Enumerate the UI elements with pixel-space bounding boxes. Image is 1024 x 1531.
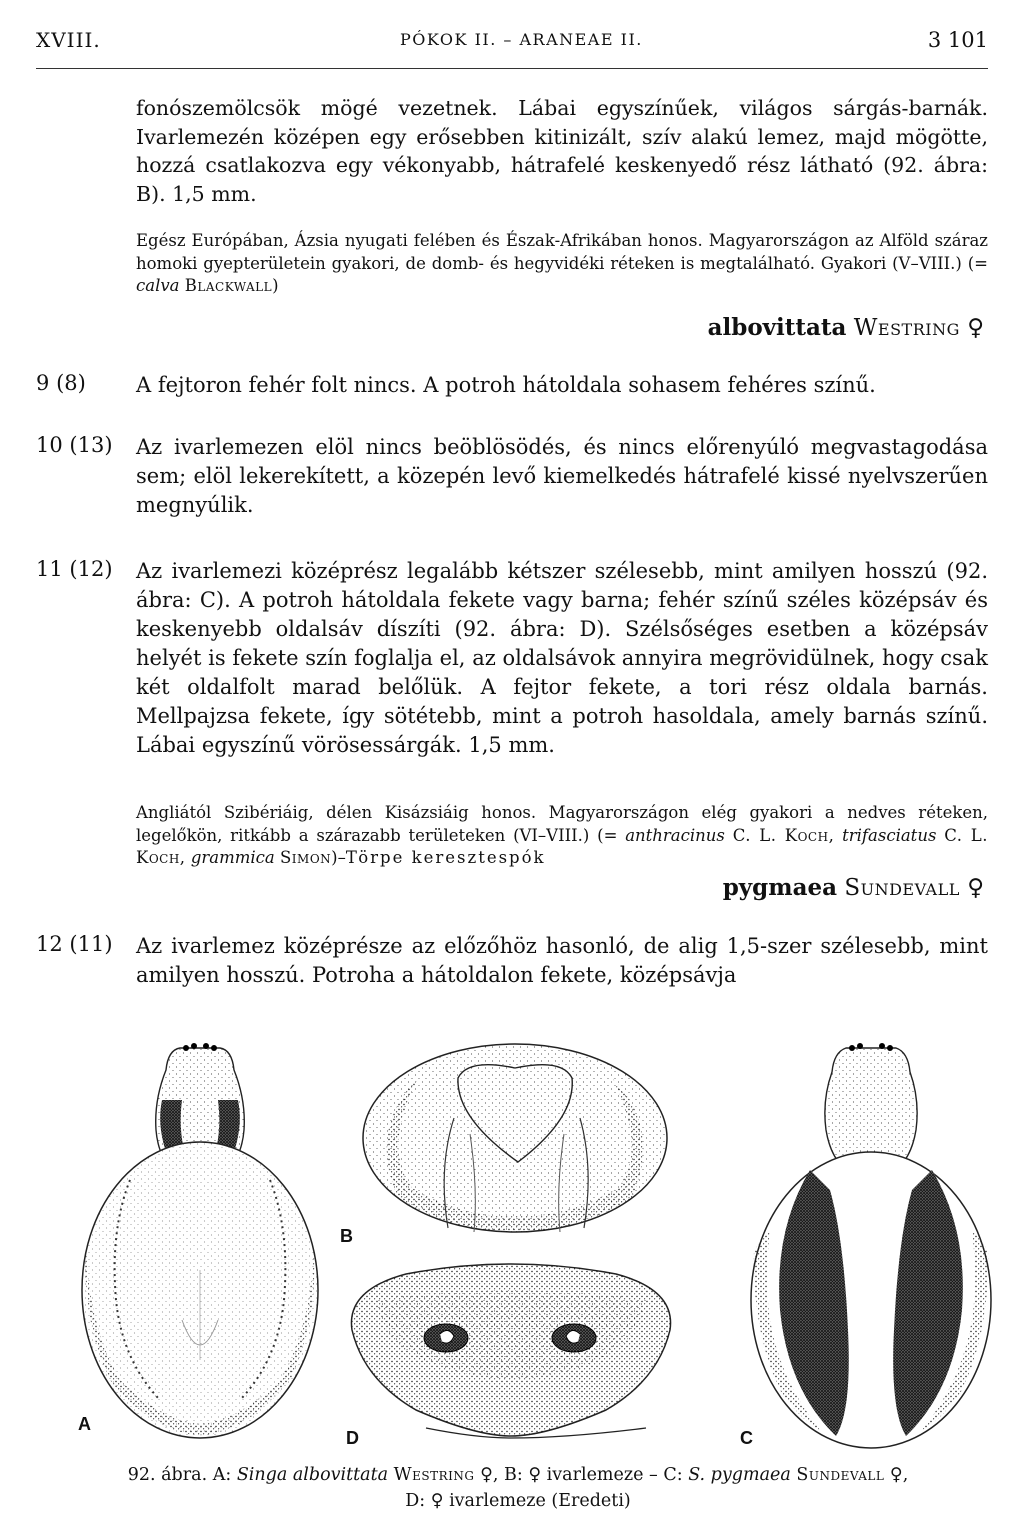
caption-line-2: D: ♀ ivarlemeze (Eredeti): [405, 1491, 631, 1511]
figure-label-d: D: [346, 1428, 359, 1448]
epigyne-b-illustration: [358, 1038, 672, 1238]
key-text-10: Az ivarlemezen elöl nincs beöblösödés, és nincs előrenyúló megvastagodása sem; elöl lekerekített, a közepén levő kiemelkedés hátrafelé kissé nyelvszerűen megnyúlik.: [136, 435, 988, 517]
synonym-grammica: grammica: [190, 848, 275, 867]
species-name: albovittata: [707, 314, 847, 341]
caption-species-a: Singa albovittata: [236, 1465, 389, 1485]
header-page-number: 3 101: [927, 28, 988, 52]
caption-line-1: 92. ábra. A: Singa albovittata Westring ♀, B: ♀ ivarlemeze – C: S. pygmaea Sundevall ♀,: [127, 1465, 909, 1485]
female-symbol: ♀: [967, 875, 984, 901]
figure-a: [70, 1030, 330, 1440]
key-text-11: Az ivarlemezi középrész legalább kétszer szélesebb, mint amilyen hosszú (92. ábra: C). A potroh hátoldala fekete vagy barna; fehér színű széles középsáv és keskenyebb oldalsáv díszíti (92. ábra: D). Szélsőséges esetben a középsáv helyét is fekete szín foglalja el, az oldalsávok annyira megrövidülnek, hogy csak két oldalfolt marad belőlük. A fejtor fekete, a tori rész oldala barnás. Mellpajzsa fekete, így sötétebb, mint a potroh hasoldala, amely barnás színű. Lábai egyszínű vörösessárgák. 1,5 mm.: [136, 559, 988, 757]
species-author: Sundevall: [844, 875, 960, 901]
distribution-paragraph-1: [136, 230, 988, 298]
figure-caption: [36, 1462, 1000, 1514]
spider-pygmaea-illustration: [740, 1030, 1002, 1450]
figure-label-b: B: [340, 1226, 353, 1246]
species-pygmaea: [723, 874, 984, 901]
figure-b: [358, 1038, 672, 1238]
figure-label-c: C: [740, 1428, 753, 1448]
distribution-close: ): [272, 276, 279, 295]
figure-c: [740, 1030, 1002, 1450]
page-header: [36, 28, 988, 64]
synonym-author: Blackwall: [184, 276, 273, 295]
figure-label-a: A: [78, 1414, 91, 1434]
header-chapter-number: XVIII.: [36, 28, 101, 52]
distribution-text: Egész Európában, Ázsia nyugati felében és Észak-Afrikában honos. Magyarországon az Alföld száraz homoki gyepterületein gyakori, de domb- és hegyvidéki réteken is megtalálható. Gyakori (V–VIII.) (=: [136, 231, 988, 273]
header-rule: [36, 68, 988, 69]
species-name: pygmaea: [722, 874, 838, 901]
synonym-anthracinus: anthracinus: [625, 825, 725, 845]
key-number-9: 9 (8): [36, 371, 86, 395]
spider-albovittata-illustration: [70, 1030, 330, 1440]
synonym-calva: calva: [136, 276, 180, 295]
key-text-9: A fejtoron fehér folt nincs. A potroh hátoldala sohasem fehéres színű.: [136, 373, 876, 397]
key-number-10: 10 (13): [36, 433, 113, 457]
header-title: PÓKOK II. – ARANEAE II.: [400, 30, 643, 49]
distribution-paragraph-2: Angliától Szibériáig, délen Kisázsiáig honos. Magyarországon elég gyakori a nedves réteken, legelőkön, ritkább a szárazabb területeken (VI–VIII.) (= anthracinus C. L. Koch, trifasciatus C. L. Koch, grammica Simon)–Törpe keresztespók: [136, 803, 988, 867]
intro-paragraph: fonószemölcsök mögé vezetnek. Lábai egyszínűek, világos sárgás-barnák. Ivarlemezén középen egy erősebben kitinizált, szív alakú lemez, majd mögötte, hozzá csatlakozva egy vékonyabb, hátrafelé keskenyedő rész látható (92. ábra: B). 1,5 mm.: [136, 96, 988, 206]
epigyne-d-illustration: [346, 1260, 676, 1440]
species-author: Westring: [853, 315, 960, 341]
species-albovittata: [708, 314, 984, 341]
figure-d: [346, 1260, 676, 1440]
key-text-12: Az ivarlemez középrésze az előzőhöz hasonló, de alig 1,5-szer szélesebb, mint amilyen hosszú. Potroha a hátoldalon fekete, középsávja: [136, 934, 988, 987]
key-number-11: 11 (12): [36, 557, 113, 581]
female-symbol: ♀: [967, 315, 984, 341]
caption-species-c: S. pygmaea: [688, 1465, 791, 1485]
key-number-12: 12 (11): [36, 932, 113, 956]
common-name: Törpe keresztespók: [345, 848, 546, 867]
synonym-trifasciatus: trifasciatus: [842, 825, 937, 845]
